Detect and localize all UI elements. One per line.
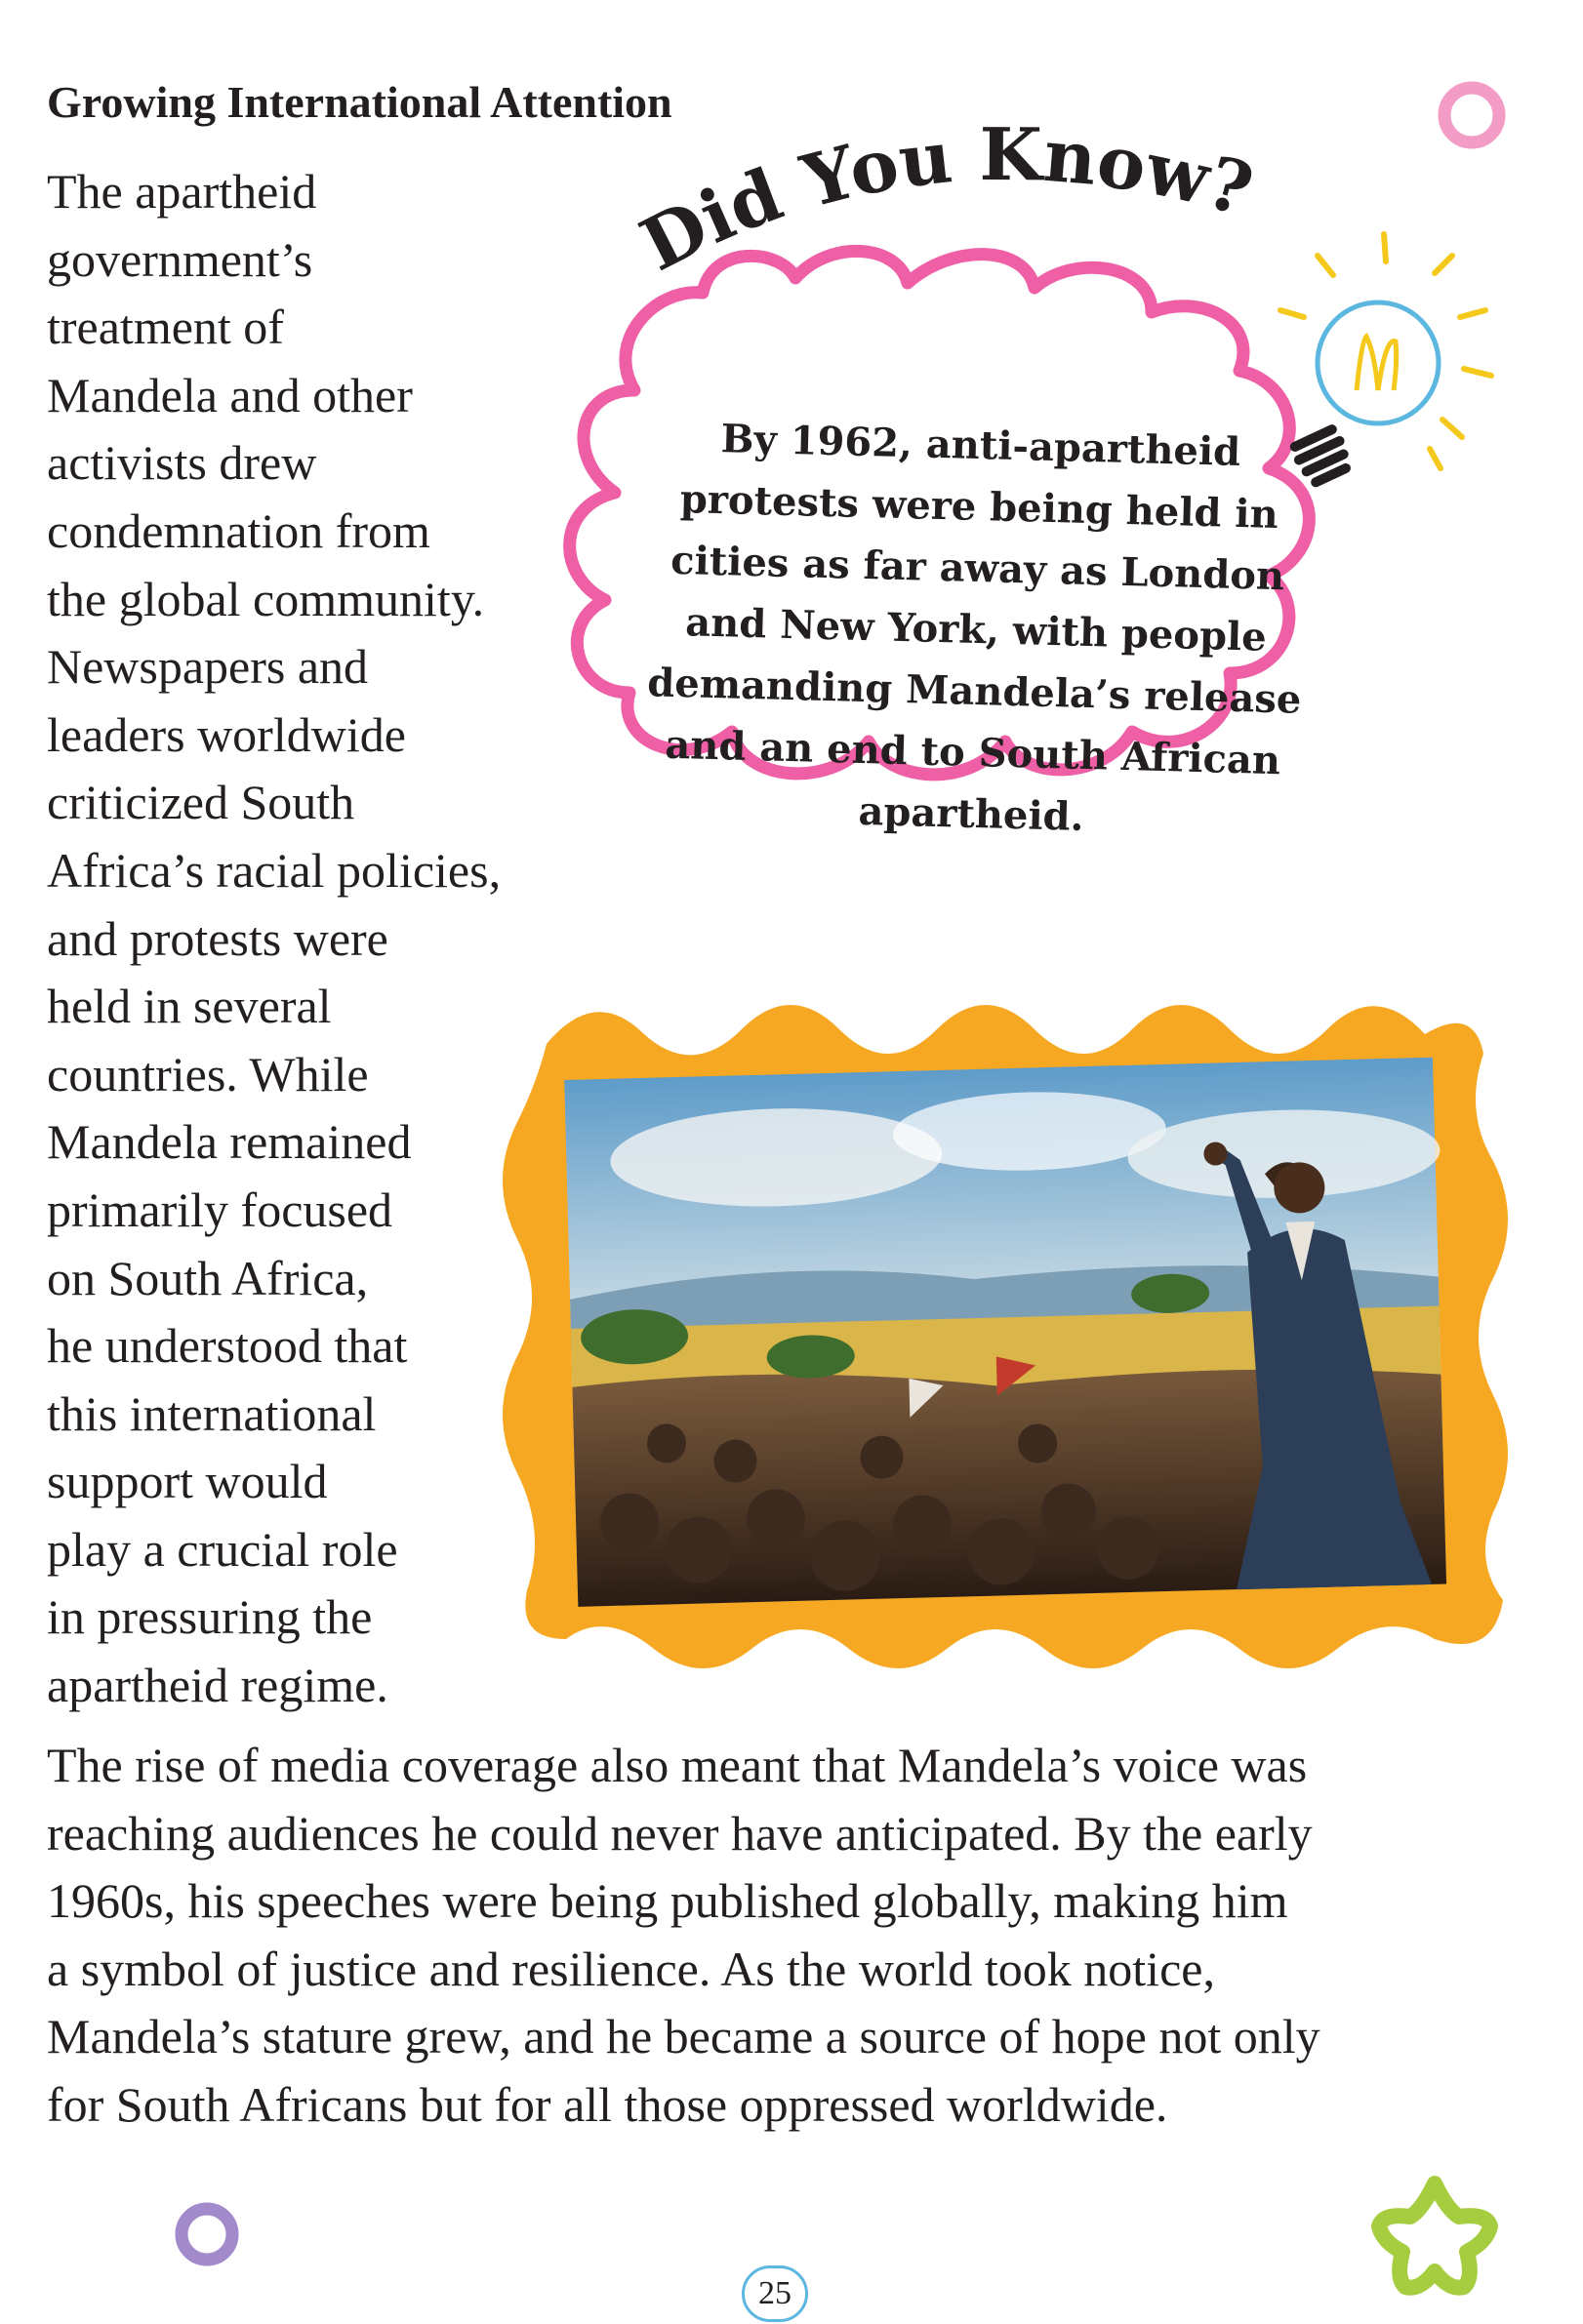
text-line: treatment of <box>47 300 284 355</box>
text-line: The rise of media coverage also meant that Mandela’s voice was <box>47 1738 1308 1792</box>
painting-image <box>564 1058 1451 1607</box>
text-line: apartheid. <box>857 787 1085 840</box>
text-line: and an end to South African <box>664 721 1281 784</box>
text-line: he understood that <box>47 1318 408 1374</box>
text-line: a symbol of justice and resilience. As the world took notice, <box>47 1941 1215 1996</box>
text-line: Mandela remained <box>47 1114 412 1170</box>
text-line: held in several <box>47 979 332 1034</box>
text-line: demanding Mandela’s release <box>646 660 1302 723</box>
text-line: primarily focused <box>47 1182 393 1237</box>
text-line: and protests were <box>47 910 388 966</box>
text-line: and New York, with people <box>684 599 1268 661</box>
text-line: Newspapers and <box>47 639 369 695</box>
text-line: Africa’s racial policies, <box>47 842 502 898</box>
text-line: By 1962, anti-apartheid <box>720 416 1241 476</box>
text-line: apartheid regime. <box>47 1658 388 1713</box>
text-line: government’s <box>47 231 313 287</box>
page-number-badge <box>742 2265 808 2322</box>
text-line: for South Africans but for all those oppressed worldwide. <box>47 2076 1168 2132</box>
text-line: this international <box>47 1385 377 1441</box>
page-number: 25 <box>758 2275 792 2311</box>
painting-frame <box>488 966 1542 1688</box>
star-icon <box>1361 2166 1508 2303</box>
text-line: play a crucial role <box>47 1521 398 1577</box>
text-line: cities as far away as London <box>670 537 1285 600</box>
text-line: support would <box>47 1454 328 1509</box>
text-line: the global community. <box>47 571 485 626</box>
text-line: leaders worldwide <box>47 706 406 762</box>
text-line: The apartheid <box>47 164 317 219</box>
text-line: reaching audiences he could never have anticipated. By the early <box>47 1805 1313 1861</box>
text-line: Mandela and other <box>47 367 413 422</box>
text-line: activists drew <box>47 435 317 491</box>
bottom-paragraph <box>47 1732 1550 2140</box>
text-line: criticized South <box>47 775 355 830</box>
text-line: on South Africa, <box>47 1250 369 1305</box>
text-line: protests were being held in <box>679 476 1279 539</box>
text-line: condemnation from <box>47 502 430 558</box>
section-heading: Growing International Attention <box>47 77 672 127</box>
did-you-know-title: Did You Know? <box>628 113 1262 288</box>
text-line: 1960s, his speeches were being published globally, making him <box>47 1873 1288 1929</box>
purple-ring-icon <box>168 2195 246 2273</box>
did-you-know-body <box>619 406 1332 855</box>
text-line: in pressuring the <box>47 1589 373 1645</box>
text-line: Mandela’s stature grew, and he became a source of hope not only <box>47 2009 1320 2064</box>
text-line: countries. While <box>47 1046 369 1102</box>
